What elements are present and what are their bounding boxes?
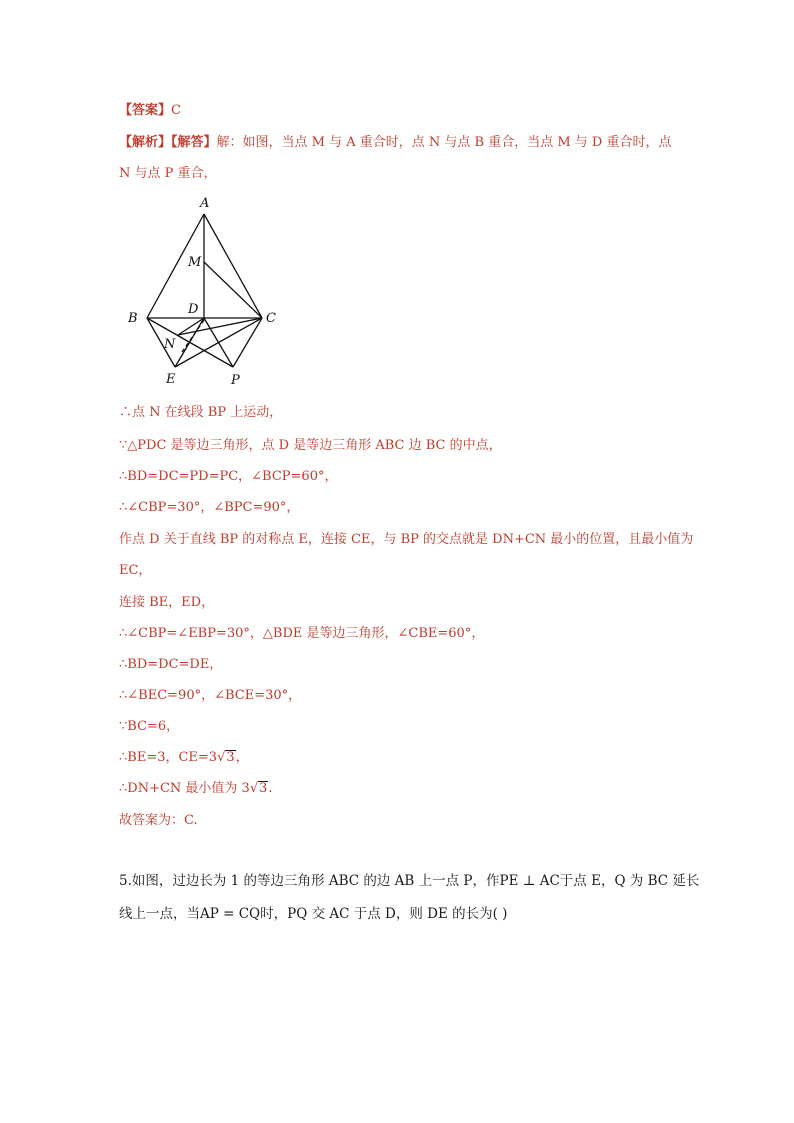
answer-value: C bbox=[171, 103, 181, 118]
step-6: EC， bbox=[119, 563, 152, 578]
geometry-diagram bbox=[120, 190, 290, 390]
label-N: N bbox=[164, 337, 176, 352]
step-3: ∴BD=DC=PD=PC，∠BCP=60°， bbox=[119, 469, 338, 484]
sqrt-symbol: √ bbox=[217, 750, 226, 765]
geometry-figure bbox=[120, 190, 290, 390]
be-radicand: 3 bbox=[226, 750, 235, 765]
label-E: E bbox=[166, 372, 176, 387]
conclusion: 故答案为：C. bbox=[119, 813, 198, 828]
step-2: ∵△PDC 是等边三角形，点 D 是等边三角形 ABC 边 BC 的中点， bbox=[119, 438, 502, 453]
min-prefix: ∴DN+CN 最小值为 3 bbox=[119, 781, 250, 796]
step-9: ∴BD=DC=DE， bbox=[119, 657, 223, 672]
sqrt-symbol: √ bbox=[249, 781, 259, 796]
be-prefix: ∴BE=3，CE=3 bbox=[119, 750, 218, 765]
analysis-tag: 【解析】【解答】 bbox=[119, 135, 217, 150]
be-line bbox=[119, 749, 249, 767]
min-suffix: . bbox=[268, 781, 273, 796]
segment-DE bbox=[175, 318, 204, 367]
analysis-line-2: N 与点 P 重合， bbox=[119, 166, 217, 181]
min-line bbox=[119, 780, 273, 798]
segment-CE bbox=[175, 318, 262, 367]
analysis-line-1 bbox=[119, 134, 671, 152]
label-D: D bbox=[188, 302, 199, 317]
step-5: 作点 D 关于直线 BP 的对称点 E，连接 CE，与 BP 的交点就是 DN+CN 最小的位置，且最小值为 bbox=[119, 532, 694, 547]
label-B: B bbox=[128, 311, 138, 326]
answer-tag: 【答案】 bbox=[119, 103, 172, 118]
label-M: M bbox=[188, 255, 202, 270]
analysis-text-1: 解：如图，当点 M 与 A 重合时，点 N 与点 B 重合，当点 M 与 D 重合时，点 bbox=[216, 135, 672, 150]
label-C: C bbox=[266, 311, 276, 326]
step-8: ∴∠CBP=∠EBP=30°，△BDE 是等边三角形，∠CBE=60°， bbox=[119, 626, 485, 641]
step-11: ∵BC=6， bbox=[119, 719, 180, 734]
step-7: 连接 BE，ED， bbox=[119, 595, 215, 610]
step-1: ∴点 N 在线段 BP 上运动， bbox=[119, 405, 283, 420]
question5-line-1: 5.如图，过边长为 1 的等边三角形 ABC 的边 AB 上一点 P，作PE ⊥ AC于点 E，Q 为 BC 延长 bbox=[119, 873, 700, 889]
label-P: P bbox=[231, 373, 240, 388]
label-A: A bbox=[200, 196, 210, 211]
answer-line bbox=[119, 102, 181, 120]
segment-AC bbox=[204, 214, 262, 318]
segment-CP bbox=[233, 318, 262, 367]
min-radicand: 3 bbox=[259, 781, 268, 796]
segment-MC bbox=[204, 262, 262, 318]
question5-line-2: 线上一点，当AP = CQ时，PQ 交 AC 于点 D，则 DE 的长为( ) bbox=[119, 906, 508, 922]
step-4: ∴∠CBP=30°，∠BPC=90°， bbox=[119, 500, 300, 515]
be-suffix: ， bbox=[235, 750, 249, 765]
step-10: ∴∠BEC=90°，∠BCE=30°， bbox=[119, 688, 302, 703]
